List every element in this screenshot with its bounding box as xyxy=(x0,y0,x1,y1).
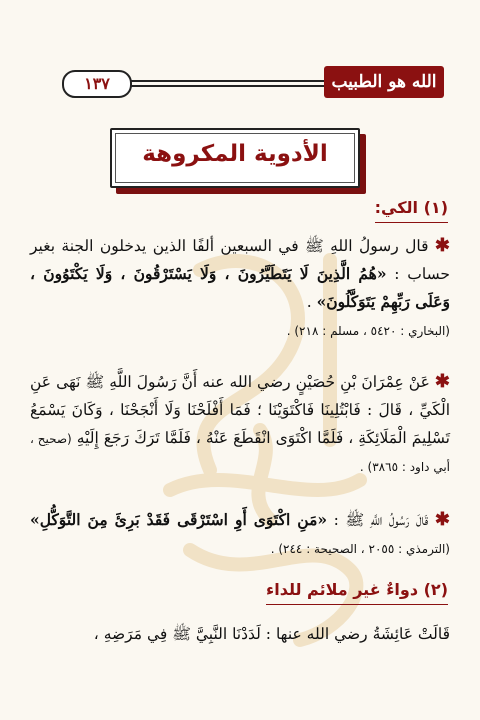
hadith-quote: «هُمُ الَّذِينَ لَا يَتَطَيَّرُونَ ، وَلَا يَسْتَرْقُونَ ، وَلَا يَكْتَوُونَ ، وَعَلَى رَبِّهِمْ يَتَوَكَّلُونَ» xyxy=(30,264,450,311)
chapter-title-box xyxy=(110,128,360,188)
paragraph xyxy=(30,232,450,340)
paragraph-text: قَالَتْ عَائِشَةُ رضي الله عنها : لَدَدْنَا النَّبِيَّ ﷺ فِي مَرَضِهِ ، xyxy=(93,625,450,643)
heading-underline xyxy=(375,222,448,223)
page-header xyxy=(34,66,444,100)
paragraph xyxy=(30,506,450,562)
section-heading xyxy=(266,580,448,599)
running-title: الله هو الطبيب xyxy=(324,66,444,98)
paragraph-text xyxy=(30,506,450,562)
header-rule xyxy=(126,80,326,82)
star-marker: ✱ xyxy=(434,509,450,530)
citation: (البخاري : ٥٤٢٠ ، مسلم : ٢١٨) . xyxy=(286,324,450,338)
section-heading-text: (١) الكي: xyxy=(374,198,448,217)
citation: (الترمذي : ٢٠٥٥ ، الصحيحة : ٢٤٤) . xyxy=(270,542,450,556)
star-marker: ✱ xyxy=(434,235,450,256)
paragraph xyxy=(30,620,450,648)
paragraph-end: . xyxy=(306,293,317,311)
heading-underline xyxy=(266,604,448,605)
paragraph-body: قَالَ رَسُولُ اللَّهِ ﷺ : xyxy=(327,511,429,529)
header-rule xyxy=(126,85,326,87)
star-marker: ✱ xyxy=(434,371,450,392)
paragraph-body: عَنْ عِمْرَانَ بْنِ حُصَيْنٍ رضي الله عنه أَنَّ رَسُولَ اللَّهِ ﷺ نَهَى عَنِ الْكَيِّ ، قَالَ : فَابْتُلِينَا فَاكْتَوَيْنَا ؛ فَمَا أَفْلَحْنَا وَلَا أَنْجَحْنَا ، وَكَانَ يَسْمَعُ تَسْلِيمَ الْمَلَائِكَةِ ، فَلَمَّا اكْتَوَى انْقَطَعَ عَنْهُ ، فَلَمَّا تَرَكَ رَجَعَ إِلَيْهِ xyxy=(30,373,450,447)
chapter-title: الأدوية المكروهة xyxy=(142,141,328,167)
paragraph-text xyxy=(30,368,450,480)
page-number: ١٣٧ xyxy=(62,70,132,98)
section-heading xyxy=(375,198,448,217)
paragraph xyxy=(30,368,450,480)
section-heading-text: (٢) دواءٌ غير ملائم للداء xyxy=(266,580,448,599)
paragraph-text xyxy=(30,232,450,316)
paragraph-body: قال رسولُ اللهِ ﷺ في السبعين ألفًا الذين يدخلون الجنة بغير حساب : xyxy=(30,237,450,283)
citation: (صحيح ، أبي داود : ٣٨٦٥) . xyxy=(30,432,450,474)
hadith-quote: «مَنِ اكْتَوَى أَوِ اسْتَرْقَى فَقَدْ بَرِئَ مِنَ التَّوَكُّلِ» xyxy=(30,510,328,529)
